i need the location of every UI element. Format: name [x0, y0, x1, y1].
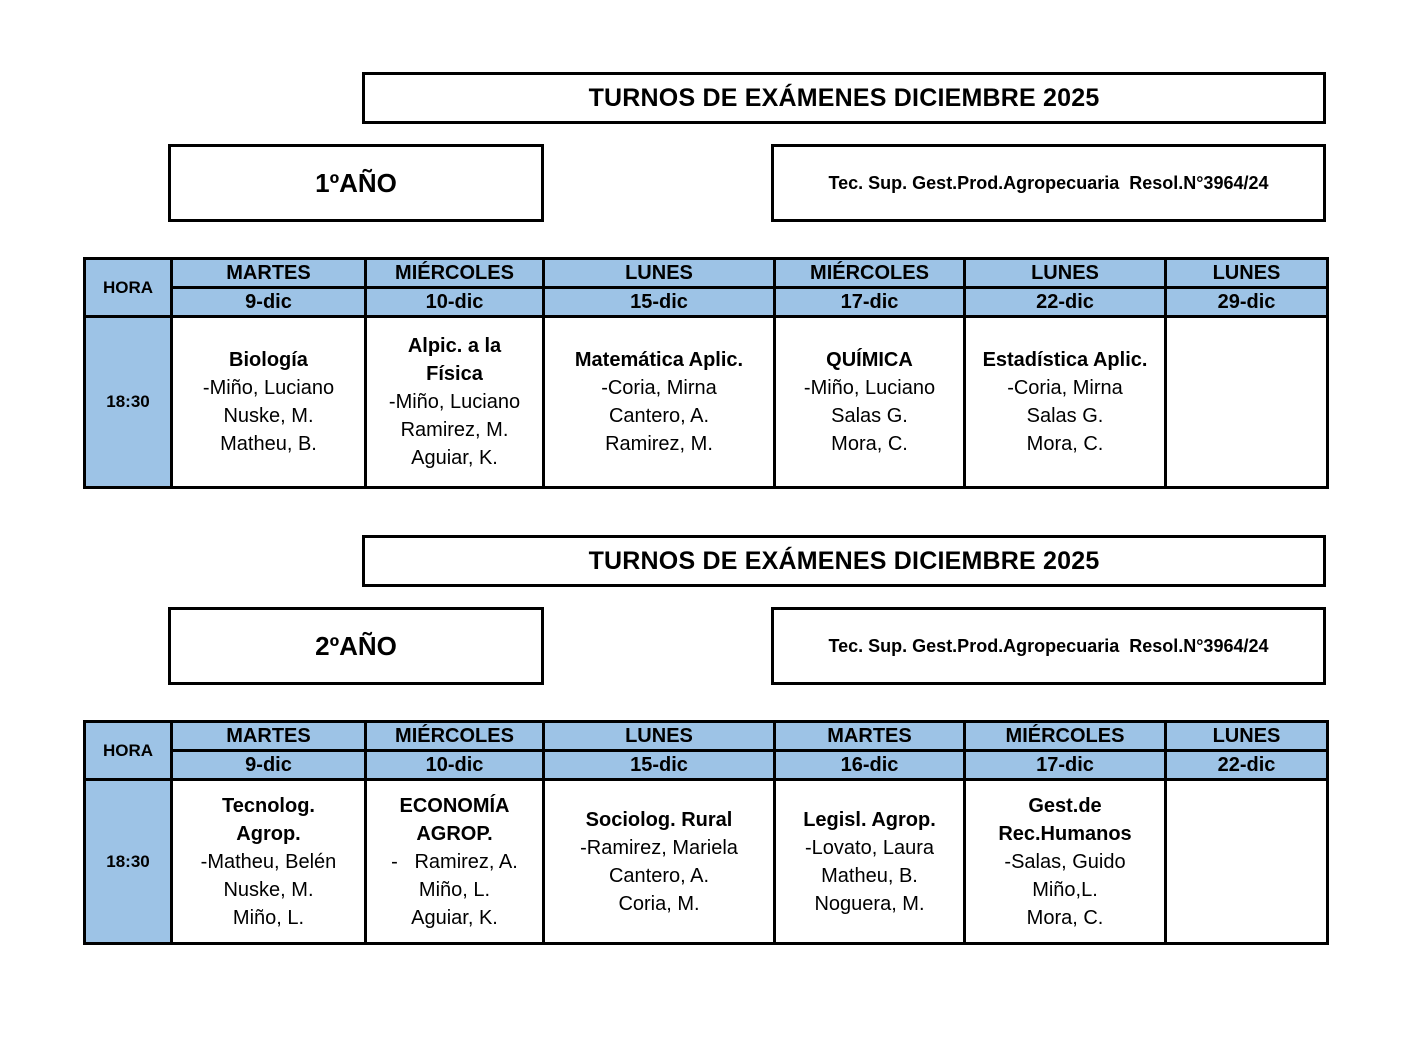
subject-name: Estadística Aplic. — [982, 349, 1148, 371]
examiner-name: Coria, M. — [618, 892, 700, 915]
examiner-name: Matheu, B. — [821, 864, 918, 887]
date-header: 15-dic — [544, 751, 775, 780]
examiner-name: Miño, L. — [232, 906, 305, 929]
year-label: 1ºAÑO — [168, 144, 544, 222]
exam-cell — [1166, 780, 1328, 944]
subject-name: AGROP. — [416, 822, 493, 845]
examiner-name: Matheu, B. — [220, 433, 317, 455]
subject-name: Agrop. — [236, 822, 301, 845]
day-header: MIÉRCOLES — [775, 259, 965, 288]
examiner-name: Cantero, A. — [608, 864, 710, 887]
date-header: 9-dic — [172, 751, 366, 780]
date-header: 9-dic — [172, 288, 366, 317]
exam-cell — [965, 317, 1166, 488]
day-header: MARTES — [172, 722, 366, 751]
day-header: LUNES — [544, 722, 775, 751]
exam-row — [85, 317, 1328, 488]
day-header: LUNES — [544, 259, 775, 288]
exam-cell — [366, 317, 544, 488]
subject-name: QUÍMICA — [826, 349, 913, 371]
exam-cell — [1166, 317, 1328, 488]
date-header: 16-dic — [775, 751, 965, 780]
date-header: 10-dic — [366, 288, 544, 317]
date-header: 10-dic — [366, 751, 544, 780]
day-header: LUNES — [1166, 722, 1328, 751]
examiner-name: Salas G. — [831, 405, 908, 427]
subject-name: Rec.Humanos — [998, 822, 1132, 845]
examiner-name: Aguiar, K. — [411, 906, 498, 929]
program-label: Tec. Sup. Gest.Prod.Agropecuaria Resol.N°3964/24 — [771, 144, 1326, 222]
days-row — [85, 259, 1328, 288]
date-header: 17-dic — [965, 751, 1166, 780]
date-header: 29-dic — [1166, 288, 1328, 317]
exam-cell — [775, 780, 965, 944]
dates-row — [85, 751, 1328, 780]
examiner-name: -Ramirez, Mariela — [580, 836, 738, 859]
subject-name: ECONOMÍA — [399, 794, 510, 817]
hora-header: HORA — [85, 259, 172, 317]
examiner-name: -Miño, Luciano — [202, 377, 335, 399]
examiner-name: Cantero, A. — [608, 405, 710, 427]
subject-name: Física — [426, 363, 483, 385]
exam-cell — [366, 780, 544, 944]
exam-cell — [544, 780, 775, 944]
examiner-name: -Lovato, Laura — [805, 836, 934, 859]
examiner-name: Noguera, M. — [814, 892, 925, 915]
time-cell: 18:30 — [85, 317, 172, 488]
subject-name: Biología — [229, 349, 308, 371]
day-header: MIÉRCOLES — [965, 722, 1166, 751]
examiner-name: Miño, L. — [418, 878, 491, 901]
examiner-name: Salas G. — [1026, 405, 1104, 427]
examiner-name: -Matheu, Belén — [200, 850, 337, 873]
subject-name: Gest.de — [1028, 794, 1102, 817]
day-header: MARTES — [172, 259, 366, 288]
examiner-name: -Coria, Mirna — [1007, 377, 1123, 399]
days-row — [85, 722, 1328, 751]
exam-cell — [965, 780, 1166, 944]
examiner-name: -Coria, Mirna — [601, 377, 717, 399]
day-header: LUNES — [1166, 259, 1328, 288]
hora-header: HORA — [85, 722, 172, 780]
examiner-name: Aguiar, K. — [411, 447, 498, 469]
subject-name: Sociolog. Rural — [585, 808, 733, 831]
schedule-title: TURNOS DE EXÁMENES DICIEMBRE 2025 — [362, 72, 1326, 124]
exam-cell — [775, 317, 965, 488]
examiner-name: Ramirez, M. — [605, 433, 713, 455]
date-header: 22-dic — [1166, 751, 1328, 780]
day-header: MIÉRCOLES — [366, 722, 544, 751]
examiner-name: Mora, C. — [831, 433, 908, 455]
subject-name: Matemática Aplic. — [574, 349, 744, 371]
exam-cell — [172, 317, 366, 488]
day-header: LUNES — [965, 259, 1166, 288]
examiner-name: Mora, C. — [1026, 906, 1104, 929]
program-label: Tec. Sup. Gest.Prod.Agropecuaria Resol.N°3964/24 — [771, 607, 1326, 685]
examiner-name: Miño,L. — [1032, 878, 1098, 901]
exam-cell — [544, 317, 775, 488]
examiner-name: Ramirez, M. — [400, 419, 509, 441]
examiner-name: -Miño, Luciano — [803, 377, 936, 399]
time-cell: 18:30 — [85, 780, 172, 944]
exam-schedule-table — [83, 257, 1329, 489]
examiner-name: Mora, C. — [1026, 433, 1104, 455]
day-header: MARTES — [775, 722, 965, 751]
examiner-name: Nuske, M. — [223, 878, 314, 901]
exam-row — [85, 780, 1328, 944]
date-header: 15-dic — [544, 288, 775, 317]
exam-schedule-table — [83, 720, 1329, 945]
exam-cell — [172, 780, 366, 944]
examiner-name: -Salas, Guido — [1004, 850, 1126, 873]
day-header: MIÉRCOLES — [366, 259, 544, 288]
schedule-title: TURNOS DE EXÁMENES DICIEMBRE 2025 — [362, 535, 1326, 587]
examiner-name: -Miño, Luciano — [388, 391, 521, 413]
examiner-name: Nuske, M. — [223, 405, 314, 427]
subject-name: Legisl. Agrop. — [803, 808, 936, 831]
dates-row — [85, 288, 1328, 317]
year-label: 2ºAÑO — [168, 607, 544, 685]
subject-name: Alpic. a la — [407, 335, 502, 357]
examiner-name: - Ramirez, A. — [391, 850, 518, 873]
date-header: 17-dic — [775, 288, 965, 317]
date-header: 22-dic — [965, 288, 1166, 317]
subject-name: Tecnolog. — [222, 794, 315, 817]
